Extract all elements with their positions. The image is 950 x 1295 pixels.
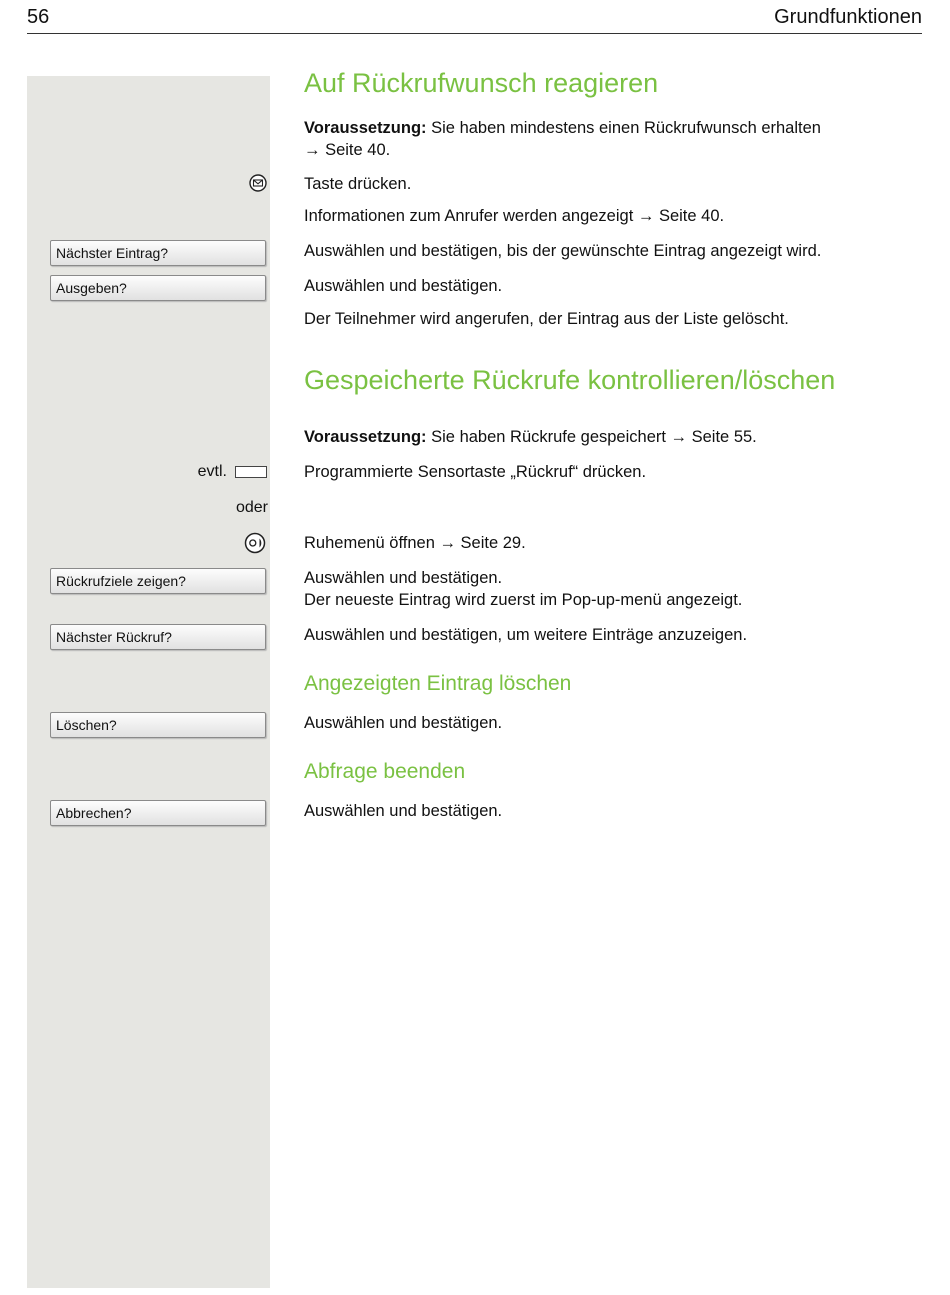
subsection-title-end: Abfrage beenden	[304, 760, 466, 783]
header-rule	[27, 33, 922, 34]
subsection-title-delete: Angezeigten Eintrag löschen	[304, 672, 572, 695]
oder-label: oder	[235, 499, 268, 516]
step-press-key: Taste drücken.	[304, 175, 412, 193]
softkey-next-callback[interactable]: Nächster Rückruf?	[50, 624, 266, 650]
prerequisite-text: Sie haben mindestens einen Rückrufwunsch erhalten	[431, 119, 821, 137]
prerequisite-label: Voraussetzung:	[304, 119, 427, 137]
step-newest-entry: Der neueste Eintrag wird zuerst im Pop-up-menü angezeigt.	[304, 591, 743, 609]
page-number: 56	[27, 6, 50, 28]
step-press-sensor: Programmierte Sensortaste „Rückruf“ drücken.	[304, 463, 647, 481]
step-more-entries: Auswählen und bestätigen, um weitere Einträge anzuzeigen.	[304, 626, 748, 644]
step-select-cancel: Auswählen und bestätigen.	[304, 802, 503, 820]
step-select-show: Auswählen und bestätigen.	[304, 569, 503, 587]
step-caller-info: Informationen zum Anrufer werden angezeigt → Seite 40.	[304, 207, 725, 225]
step-participant-called: Der Teilnehmer wird angerufen, der Eintrag aus der Liste gelöscht.	[304, 310, 789, 328]
mail-key-icon	[249, 174, 267, 192]
softkey-show-targets[interactable]: Rückrufziele zeigen?	[50, 568, 266, 594]
step-select-delete: Auswählen und bestätigen.	[304, 714, 503, 732]
chapter-title: Grundfunktionen	[774, 6, 922, 28]
prerequisite-1	[304, 117, 821, 139]
prerequisite-2	[304, 426, 757, 448]
prerequisite-text: Sie haben Rückrufe gespeichert → Seite 55.	[431, 428, 757, 446]
step-open-menu: Ruhemenü öffnen → Seite 29.	[304, 534, 526, 552]
evtl-label: evtl.	[197, 463, 227, 480]
softkey-cancel[interactable]: Abbrechen?	[50, 800, 266, 826]
softkey-output[interactable]: Ausgeben?	[50, 275, 266, 301]
menu-key-icon	[244, 532, 266, 554]
sensor-key-icon	[235, 466, 267, 478]
prerequisite-label: Voraussetzung:	[304, 428, 427, 446]
section-title-gespeicherte-rueckrufe: Gespeicherte Rückrufe kontrollieren/löschen	[304, 365, 836, 395]
section-title-rueckrufwunsch: Auf Rückrufwunsch reagieren	[304, 68, 659, 98]
softkey-next-entry[interactable]: Nächster Eintrag?	[50, 240, 266, 266]
step-select-until: Auswählen und bestätigen, bis der gewünschte Eintrag angezeigt wird.	[304, 242, 822, 260]
softkey-delete[interactable]: Löschen?	[50, 712, 266, 738]
prerequisite-1-ref: → Seite 40.	[304, 141, 391, 159]
step-select-output: Auswählen und bestätigen.	[304, 277, 503, 295]
